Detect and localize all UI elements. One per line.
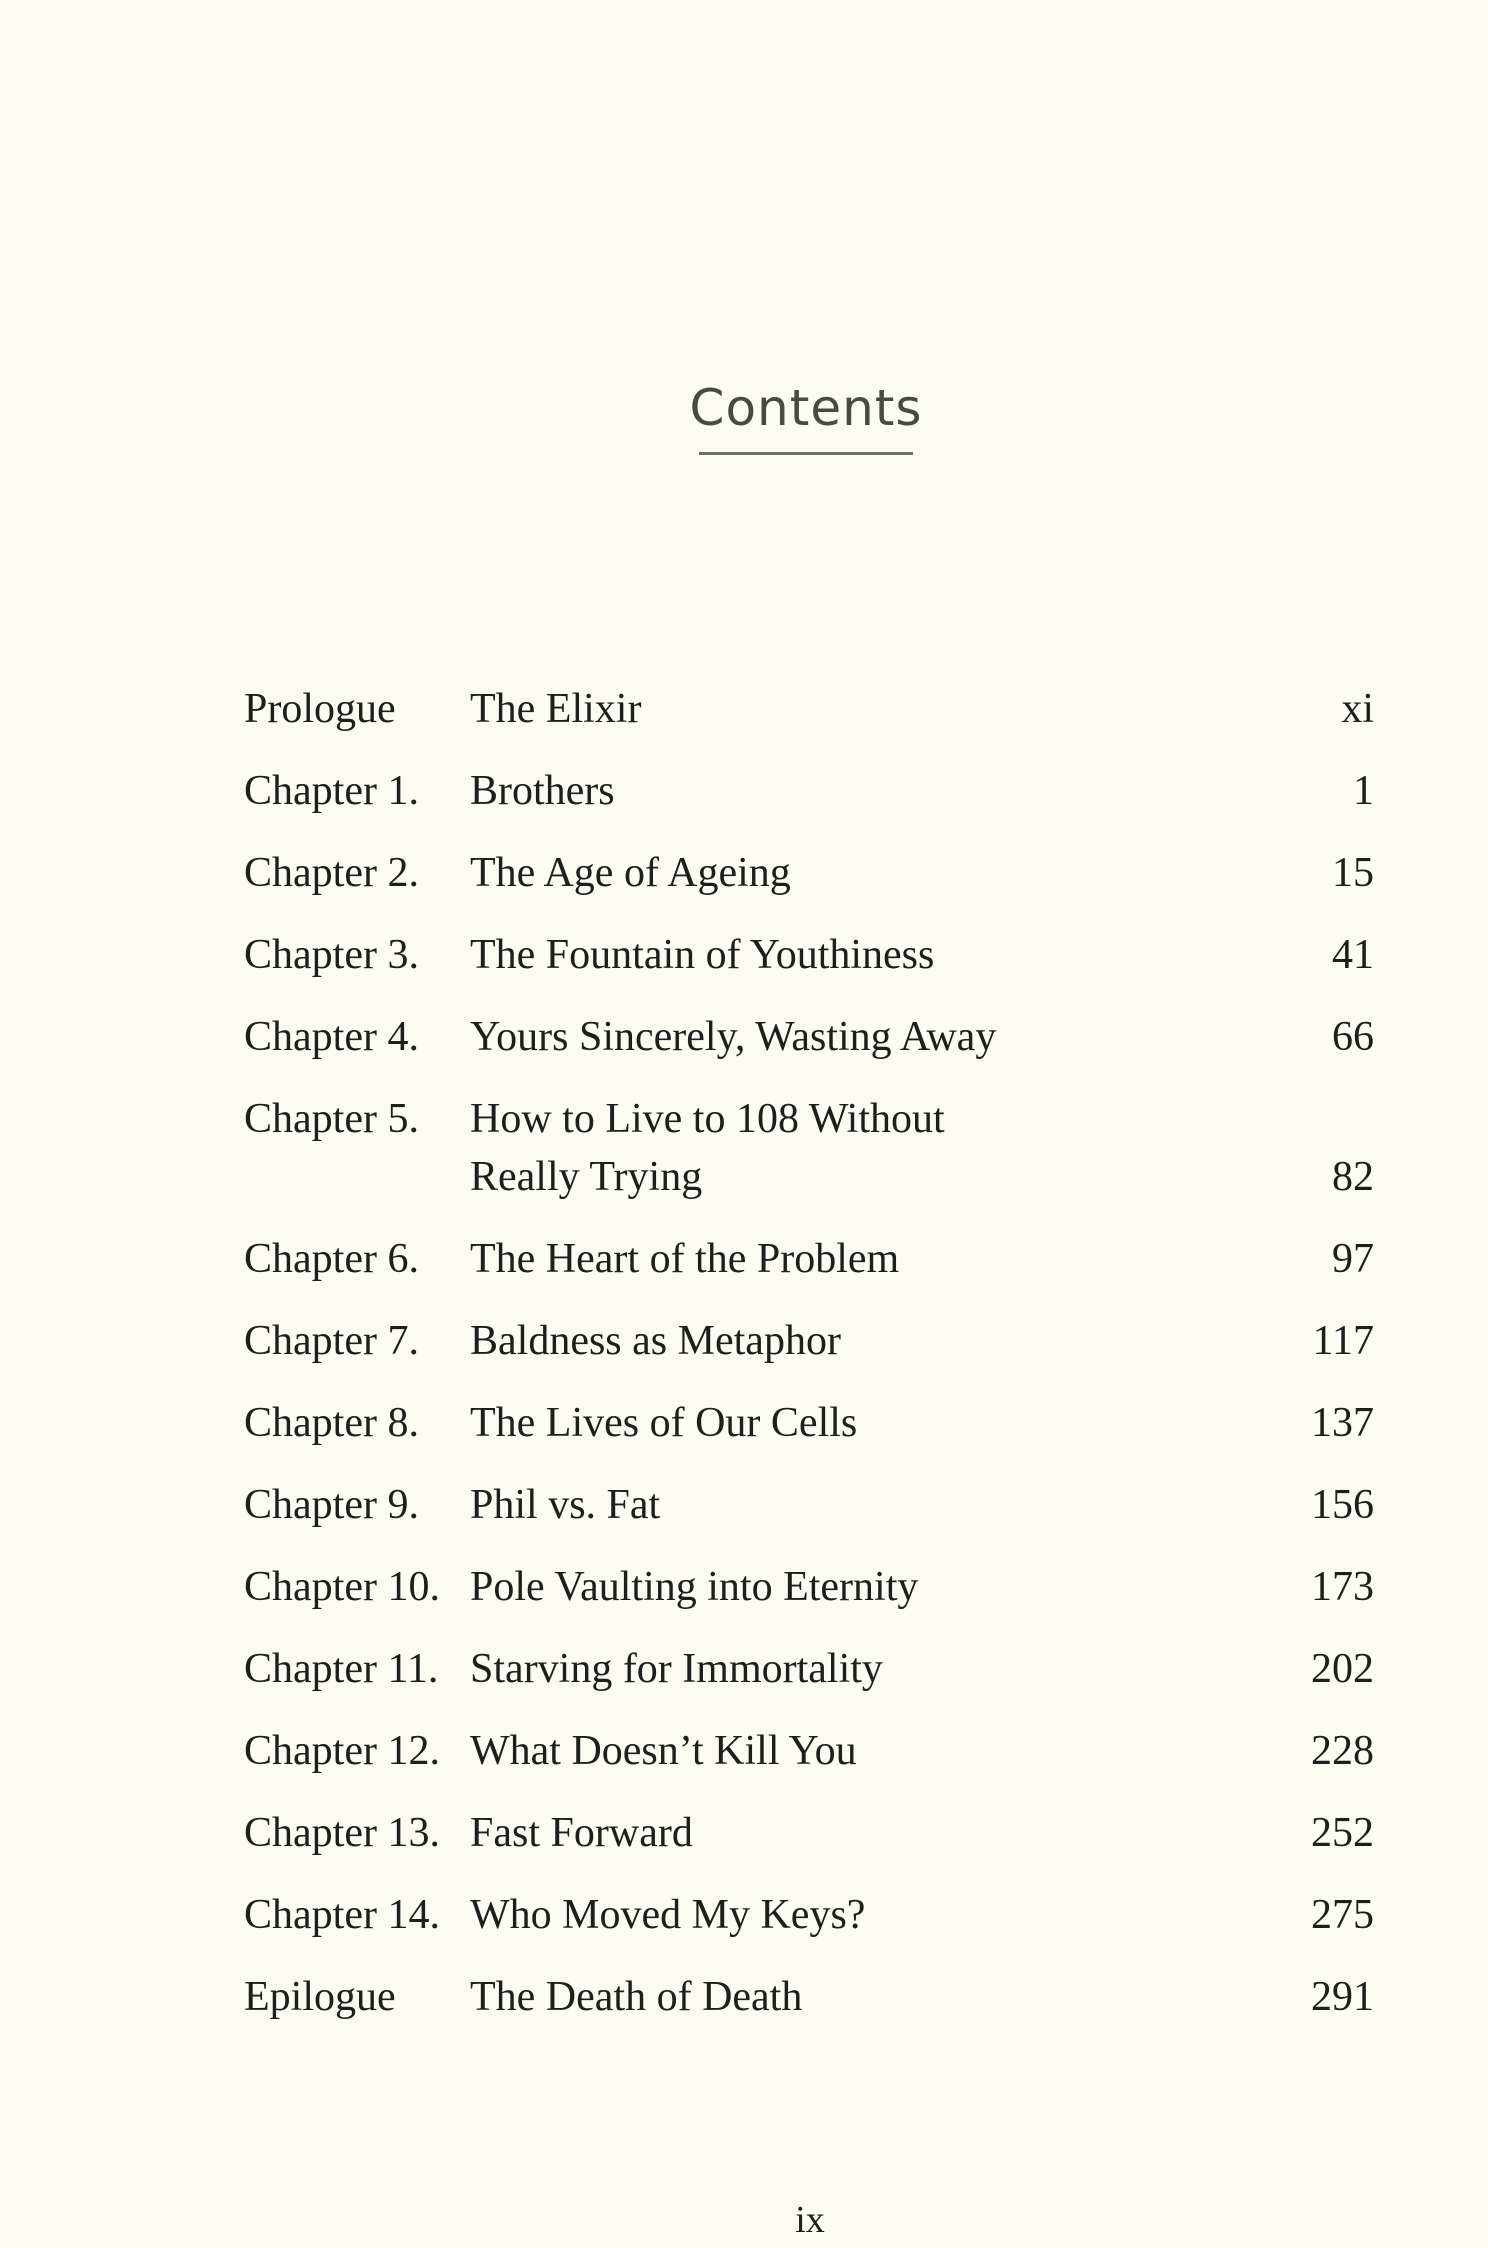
toc-entry-page-number: 97: [1332, 1236, 1374, 1282]
toc-entry: [244, 1090, 1374, 1206]
toc-entry-label: Chapter 9.: [244, 1482, 419, 1528]
toc-entry-page-number: 1: [1353, 768, 1374, 814]
toc-entry-label: Chapter 14.: [244, 1892, 440, 1938]
toc-entry-page-number: 117: [1312, 1318, 1374, 1364]
toc-entry-title-line: The Age of Ageing: [470, 850, 791, 896]
toc-entry-title-line: Starving for Immortality: [470, 1646, 883, 1692]
toc-entry-title: [470, 926, 1234, 984]
toc-entry: [244, 926, 1374, 984]
toc-entry-title: [470, 762, 1234, 820]
toc-entry-title-line: What Doesn’t Kill You: [470, 1728, 857, 1774]
toc-entry: [244, 1886, 1374, 1944]
toc-entry: [244, 1640, 1374, 1698]
toc-entry-title-line: Fast Forward: [470, 1810, 693, 1856]
toc-entry-title: [470, 1394, 1234, 1452]
toc-entry: [244, 1312, 1374, 1370]
toc-entry-label: Chapter 7.: [244, 1318, 419, 1364]
toc-entry-title-line: The Lives of Our Cells: [470, 1400, 858, 1446]
toc-entry-title-line: Phil vs. Fat: [470, 1482, 661, 1528]
toc-entry-title: [470, 1230, 1234, 1288]
toc-entry-page-number: 156: [1311, 1482, 1374, 1528]
toc-entry: [244, 1558, 1374, 1616]
title-underline: [699, 452, 913, 455]
toc-entry-title: [470, 680, 1234, 738]
toc-entry-title-line: The Fountain of Youthiness: [470, 932, 935, 978]
toc-entry-title-line: The Elixir: [470, 686, 642, 732]
toc-entry-page-number: 137: [1311, 1400, 1374, 1446]
toc-entry-page-number: 173: [1311, 1564, 1374, 1610]
toc-entry-title: [470, 1008, 1234, 1066]
toc-entry: [244, 762, 1374, 820]
toc-entry-title-line: Who Moved My Keys?: [470, 1892, 866, 1938]
toc-entry: [244, 1394, 1374, 1452]
toc-entry-page-number: 275: [1311, 1892, 1374, 1938]
toc-entry-title: [470, 1476, 1234, 1534]
toc-entry-title: [470, 1722, 1234, 1780]
toc-entry-label: Chapter 5.: [244, 1096, 419, 1142]
toc-entry-label: Chapter 13.: [244, 1810, 440, 1856]
page-number: ix: [795, 2199, 825, 2241]
toc-entry-page-number: 15: [1332, 850, 1374, 896]
toc-entry: [244, 1476, 1374, 1534]
page-title: Contents: [689, 379, 923, 437]
toc-entry-title-line: Baldness as Metaphor: [470, 1318, 841, 1364]
toc-entry-title-line: Pole Vaulting into Eternity: [470, 1564, 919, 1610]
toc-entry-label: Chapter 12.: [244, 1728, 440, 1774]
toc-entry: [244, 844, 1374, 902]
contents-heading-wrap: [690, 378, 923, 455]
toc-entry-label: Epilogue: [244, 1974, 396, 2020]
toc-entry: [244, 1804, 1374, 1862]
toc-entry-title-line: How to Live to 108 Without: [470, 1096, 945, 1142]
toc-entry-label: Chapter 4.: [244, 1014, 419, 1060]
toc-entry: [244, 1968, 1374, 2026]
toc-entry-title-line: Brothers: [470, 768, 615, 814]
toc-entry-title-line: Yours Sincerely, Wasting Away: [470, 1014, 997, 1060]
toc-entry-title: [470, 1312, 1234, 1370]
toc-entry-page-number: 291: [1311, 1974, 1374, 2020]
toc-entry-title-line: Really Trying: [470, 1154, 703, 1200]
toc-entry-label: Chapter 10.: [244, 1564, 440, 1610]
toc-entry-label: Chapter 11.: [244, 1646, 439, 1692]
toc-entry-title-line: The Death of Death: [470, 1974, 803, 2020]
toc-entry-page-number: 41: [1332, 932, 1374, 978]
toc-entry-title: [470, 1640, 1234, 1698]
toc-entry: [244, 1008, 1374, 1066]
toc-entry-page-number: 202: [1311, 1646, 1374, 1692]
toc-entry-title: [470, 1886, 1234, 1944]
toc-entry: [244, 1230, 1374, 1288]
toc-entry-title: [470, 1090, 1234, 1206]
toc-entry-page-number: 66: [1332, 1014, 1374, 1060]
toc-entry-label: Chapter 8.: [244, 1400, 419, 1446]
toc-entry-page-number: 228: [1311, 1728, 1374, 1774]
toc-entry-page-number: xi: [1341, 686, 1374, 732]
table-of-contents: [244, 680, 1374, 2050]
toc-entry-label: Chapter 1.: [244, 768, 419, 814]
toc-entry-title: [470, 1558, 1234, 1616]
toc-entry-label: Chapter 2.: [244, 850, 419, 896]
toc-entry-label: Chapter 6.: [244, 1236, 419, 1282]
toc-entry-title: [470, 1804, 1234, 1862]
toc-entry-title: [470, 844, 1234, 902]
toc-entry-page-number: 82: [1332, 1154, 1374, 1200]
contents-heading: [0, 378, 1488, 455]
toc-entry-label: Chapter 3.: [244, 932, 419, 978]
toc-entry-label: Prologue: [244, 686, 396, 732]
toc-entry: [244, 680, 1374, 738]
toc-entry-title: [470, 1968, 1234, 2026]
toc-entry: [244, 1722, 1374, 1780]
toc-entry-page-number: 252: [1311, 1810, 1374, 1856]
toc-entry-title-line: The Heart of the Problem: [470, 1236, 900, 1282]
